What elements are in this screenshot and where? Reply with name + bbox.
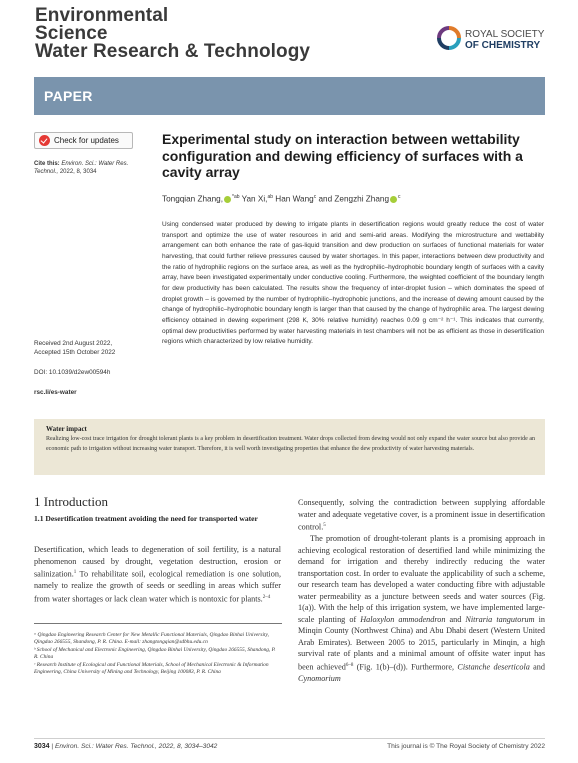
subsection-heading: 1.1 Desertification treatment avoiding the need for transported water: [34, 514, 258, 523]
footnote-c: ᶜ Research Institute of Ecological and Functional Materials, School of Mechanical Electronic & Information Engineering, China University of Mining and Technology, Beijing 100083, P. R. China: [34, 661, 269, 676]
abstract-text: Using condensed water produced by dewing to irrigate plants in desertification regions would greatly reduce the cost of water transport and optimize the use of water resources in arid and semi-arid areas. Modifying the microstructure and wettability arrangement can both enhance the rate of gas-liquid transition and dew production on surfaces of functional materials for water harvesting, that could further relieve pressures caused by water shortages. In this paper, interactions between dew productivity and the ratio of hydrophilic regions on the surface area, as well as the hydrophilic–hydrophobic boundary length of surfaces with a cavity array, have been investigated experimentally under conductive cooling. Furthermore, the weighted coefficient of the boundary length for dew productivity has been calculated. The results show the frequency of inter-droplet fusion – which dominates the speed of droplet growth – is governed by the number of hydrophilic–hydrophobic junctions, and the increase of dewing amount caused by the change of hydrophilic–hydrophobic boundary length is larger than that caused by the change of hydrophilic area. The largest dewing efficiency obtained in dewing experiment (298 K, 30% relative humidity) reaches 0.09 g cm⁻² h⁻¹. This indicates that currently, optimal dew productivities performed by water harvesting materials in test chambers will not be as efficient as those in desertification regions which characterized by low relative humidity.: [162, 221, 544, 346]
species-name: Cistanche deserticola: [457, 662, 530, 672]
journal-url-link[interactable]: rsc.li/es-water: [34, 389, 77, 396]
rsc-logo-text: [465, 29, 544, 51]
cite-this: [34, 160, 146, 176]
section-heading: 1 Introduction: [34, 494, 109, 509]
species-name: Cynomorium: [298, 673, 341, 683]
doi-link[interactable]: DOI: 10.1039/d2ew00594h: [34, 369, 111, 376]
cite-rest: 2022, 8, 3034: [59, 169, 97, 175]
article-dates: [34, 340, 149, 357]
paragraph: [298, 533, 545, 684]
page-number: 3034: [34, 743, 50, 750]
cite-prefix: Cite this:: [34, 161, 60, 167]
paragraph-text: and: [445, 614, 466, 624]
species-name: Nitraria tangutorum: [465, 614, 535, 624]
article-title: Experimental study on interaction between wettability configuration and dewing efficiency of surfaces with a cavity array: [162, 131, 523, 180]
footnote-a: ᵃ Qingdao Engineering Research Center for New Metallic Functional Materials, Qingdao Binhai University, Qingdao 266555, Shandong, P. R. China. E-mail: zhangtongqian@sdbhu.edu.cn: [34, 632, 269, 646]
rsc-logo-icon: [437, 26, 461, 50]
reference-link[interactable]: 5: [323, 523, 326, 528]
footnote-divider: [34, 623, 282, 624]
orcid-icon[interactable]: [390, 196, 397, 203]
journal-title-line2: Science: [35, 23, 108, 44]
footer-copyright: This journal is © The Royal Society of Chemistry 2022: [387, 743, 545, 750]
reference-link[interactable]: 6–8: [345, 662, 354, 668]
article-type-bar: [34, 77, 545, 115]
reference-link[interactable]: 2–4: [262, 594, 271, 600]
rsc-line2: OF CHEMISTRY: [465, 40, 541, 51]
author-name[interactable]: Han Wang: [275, 194, 314, 204]
paragraph-text: The promotion of drought-tolerant plants is a promising approach in achieving ecological restoration of desertified land while minimizing the demand for irrigation and thereby indirectly reducing the water transportation cost. In order to evaluate the applicability of such a scheme, our research team has developed a water conducting fibre with adjustable water permeability as a juncture between seeds and water sources (Fig. 1(a)). With the help of this irrigation system, we have implemented large-scale planting of: [298, 534, 545, 624]
reference-link[interactable]: 1: [73, 570, 77, 575]
author-name[interactable]: Yan Xi,: [241, 194, 268, 204]
body-column-left: [34, 544, 281, 605]
footer-divider: [34, 738, 545, 739]
author-list: [162, 194, 552, 204]
water-impact-box: [34, 419, 545, 475]
body-column-right: [298, 497, 545, 684]
author-affiliation: *ab: [232, 194, 240, 200]
water-impact-title: Water impact: [46, 425, 87, 433]
footnote-b: ᵇ School of Mechanical and Electronic Engineering, Qingdao Binhai University, Qingdao 266555, Shandong, P. R. China: [34, 646, 276, 661]
author-affiliation: c: [398, 194, 401, 200]
check-for-updates-button[interactable]: [34, 132, 133, 149]
paragraph-text: and: [529, 662, 545, 672]
paragraph: [298, 497, 545, 533]
footer-citation-text: Environ. Sci.: Water Res. Technol., 2022, 8, 3034–3042: [54, 743, 218, 750]
journal-title: [35, 7, 310, 61]
paragraph-text: To rehabilitate soil, ecological remediation is one solution, namely to realize the growth of seeds or seedling in areas which suffer from water shortages or lack clean water which is nontoxic for plants.: [34, 569, 281, 604]
check-updates-icon: [39, 135, 50, 146]
author-name[interactable]: Tongqian Zhang,: [162, 194, 223, 204]
check-for-updates-label: Check for updates: [54, 136, 119, 145]
footer-citation: 3034 | Environ. Sci.: Water Res. Technol., 2022, 8, 3034–3042: [34, 743, 218, 750]
species-name: Haloxylon ammodendron: [360, 614, 446, 624]
paragraph-text: Consequently, solving the contradiction between supplying affordable water and adequate vegetative cover, is a prominent issue in desertification control.: [298, 498, 545, 532]
accepted-date: Accepted 15th October 2022: [34, 348, 116, 356]
cite-journal: Environ. Sci.: Water Res. Technol.,: [34, 161, 129, 175]
author-name[interactable]: and Zengzhi Zhang: [318, 194, 390, 204]
journal-title-line1: Environmental: [35, 5, 169, 26]
rsc-logo[interactable]: [437, 26, 545, 56]
water-impact-text: Realizing low-cost trace irrigation for drought tolerant plants is a key problem in desertification treatment. Water drops collected from dewing would not only expand the water source but also provide an economic path to irrigation without increasing water transport. Therefore, it is well worth investigating properties that enhance the dew productivity of water harvesting materials.: [46, 436, 535, 452]
rsc-line1: ROYAL SOCIETY: [465, 29, 545, 40]
orcid-icon[interactable]: [224, 196, 231, 203]
received-date: Received 2nd August 2022,: [34, 340, 113, 347]
journal-title-line3: Water Research & Technology: [35, 41, 311, 62]
paragraph-text: (Fig. 1(b)–(d)). Furthermore,: [353, 662, 458, 672]
paragraph-text: in Minqin County (Northwest China) and Abu Dhabi desert (Western United Arab Emirates). Between 2005 to 2015, particularly in Minqin, a high survival rate of plants and a minimal amount of offsite water input has been achieved: [298, 614, 546, 672]
affiliation-footnotes: [34, 632, 281, 676]
author-affiliation: ab: [267, 194, 274, 200]
article-type-label: PAPER: [44, 88, 93, 104]
paragraph-text: Desertification, which leads to degeneration of soil fertility, is a natural phenomenon caused by drought, vegetation destruction, erosion or salinization.: [34, 545, 281, 579]
author-affiliation: c: [313, 194, 317, 200]
